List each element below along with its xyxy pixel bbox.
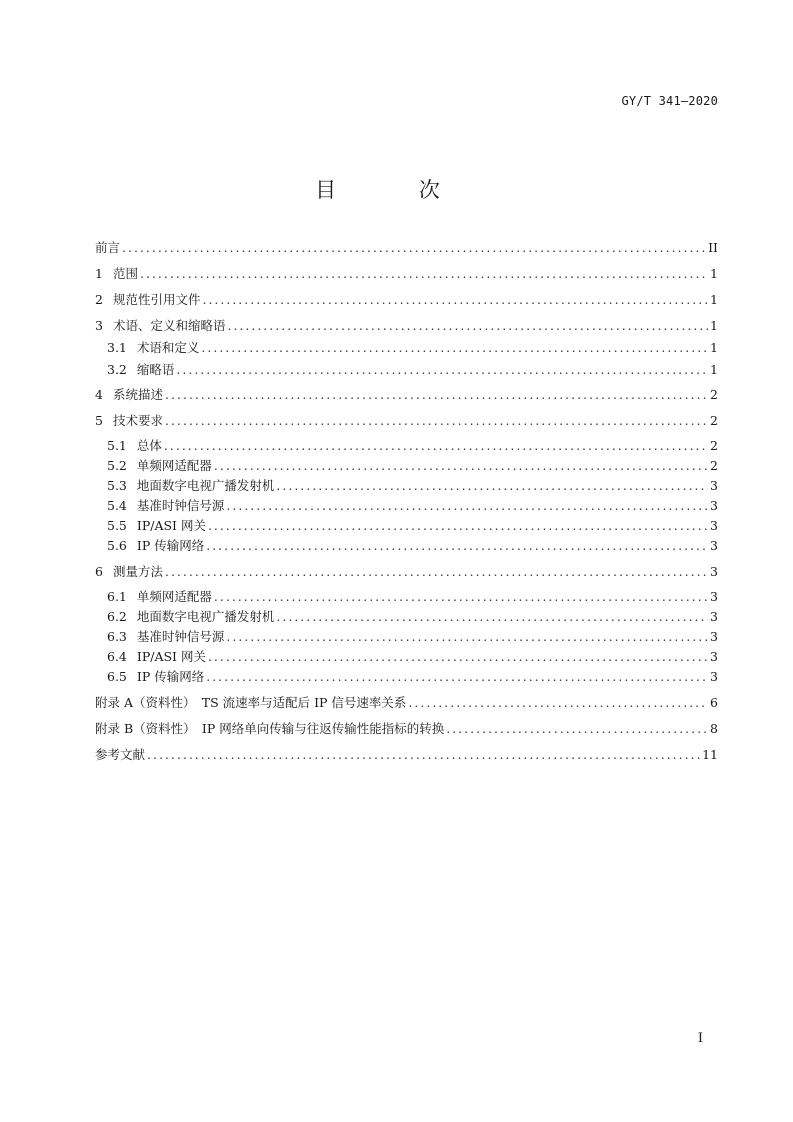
toc-entry-title: 附录 B（资料性） IP 网络单向传输与往返传输性能指标的转换: [95, 721, 445, 736]
toc-entry[interactable]: [95, 238, 718, 258]
toc-entry[interactable]: [95, 516, 718, 536]
toc-entry-title: 范围: [112, 266, 138, 281]
toc-entry[interactable]: [95, 496, 718, 516]
toc-entry-number: 4: [95, 387, 103, 402]
toc-leader-dots: [202, 290, 708, 310]
toc-entry-number: 6.4: [107, 649, 127, 664]
toc-entry-title: 参考文献: [95, 747, 146, 762]
toc-title: 目 次: [315, 178, 478, 202]
toc-entry-page: 1: [710, 266, 718, 281]
toc-entry-title: 基准时钟信号源: [136, 629, 225, 644]
toc-entry-page: 3: [710, 669, 718, 684]
toc-leader-dots: [214, 587, 708, 607]
toc-entry-number: 6: [95, 564, 103, 579]
toc-entry-title: 前言: [95, 240, 121, 255]
toc-leader-dots: [276, 607, 708, 627]
toc-entry[interactable]: [95, 607, 718, 627]
toc-leader-dots: [165, 385, 708, 405]
toc-leader-dots: [226, 627, 708, 647]
toc-entry-number: 6.2: [107, 609, 127, 624]
toc-entry-title: 地面数字电视广播发射机: [136, 478, 275, 493]
toc-leader-dots: [227, 316, 708, 336]
toc-entry-page: 1: [710, 292, 718, 307]
toc-entry-page: 3: [710, 498, 718, 513]
toc-entry-number: 5: [95, 413, 103, 428]
page-number: I: [697, 1031, 703, 1046]
toc-entry[interactable]: [95, 745, 718, 765]
toc-entry-number: 3: [95, 318, 103, 333]
toc-leader-dots: [147, 745, 700, 765]
toc-entry-title: 术语和定义: [136, 340, 200, 355]
toc-leader-dots: [208, 516, 708, 536]
toc-entry-page: 3: [710, 478, 718, 493]
toc-entry[interactable]: [95, 587, 718, 607]
toc-leader-dots: [201, 338, 708, 358]
toc-entry-page: 3: [710, 518, 718, 533]
toc-entry-page: 6: [710, 695, 718, 710]
toc-leader-dots: [122, 238, 706, 258]
toc-entry-number: 5.1: [107, 438, 127, 453]
toc-entry-title: 单频网适配器: [136, 589, 212, 604]
toc-leader-dots: [140, 264, 708, 284]
toc-entry-page: 8: [710, 721, 718, 736]
toc-entry[interactable]: [95, 667, 718, 687]
toc-entry-title: 缩略语: [136, 362, 175, 377]
toc-entry-number: 2: [95, 292, 103, 307]
toc-entry-title: 基准时钟信号源: [136, 498, 225, 513]
toc-entry[interactable]: [95, 290, 718, 310]
toc-entry[interactable]: [95, 338, 718, 358]
toc-entry-number: 6.3: [107, 629, 127, 644]
toc-entry[interactable]: [95, 360, 718, 380]
toc-entry-page: 2: [710, 413, 718, 428]
toc-leader-dots: [206, 536, 708, 556]
toc-entry-page: 2: [710, 387, 718, 402]
toc-entry[interactable]: [95, 385, 718, 405]
table-of-contents: [95, 238, 718, 765]
toc-leader-dots: [164, 436, 708, 456]
toc-leader-dots: [208, 647, 708, 667]
toc-entry[interactable]: [95, 411, 718, 431]
toc-entry-page: 3: [710, 649, 718, 664]
toc-entry-page: 2: [710, 458, 718, 473]
toc-entry-number: 5.3: [107, 478, 127, 493]
toc-leader-dots: [214, 456, 708, 476]
document-code: GY/T 341—2020: [621, 94, 718, 108]
toc-entry-number: 5.6: [107, 538, 127, 553]
toc-entry-title: IP/ASI 网关: [136, 649, 206, 664]
toc-entry-page: 2: [710, 438, 718, 453]
toc-entry-number: 6.5: [107, 669, 127, 684]
toc-entry-title: 测量方法: [112, 564, 163, 579]
toc-entry-title: 总体: [136, 438, 162, 453]
toc-entry-title: 地面数字电视广播发射机: [136, 609, 275, 624]
toc-entry-page: 1: [710, 340, 718, 355]
toc-entry-page: II: [708, 240, 718, 255]
toc-leader-dots: [165, 411, 708, 431]
toc-entry-page: 3: [710, 538, 718, 553]
toc-entry-page: 1: [710, 318, 718, 333]
toc-entry[interactable]: [95, 562, 718, 582]
toc-entry-title: 术语、定义和缩略语: [112, 318, 226, 333]
toc-leader-dots: [276, 476, 708, 496]
toc-leader-dots: [165, 562, 708, 582]
toc-entry[interactable]: [95, 536, 718, 556]
toc-entry[interactable]: [95, 476, 718, 496]
toc-entry[interactable]: [95, 693, 718, 713]
toc-entry-page: 3: [710, 629, 718, 644]
toc-entry[interactable]: [95, 316, 718, 336]
toc-entry-title: IP 传输网络: [136, 669, 205, 684]
toc-entry-page: 3: [710, 609, 718, 624]
toc-entry-title: 系统描述: [112, 387, 163, 402]
toc-entry-number: 3.1: [107, 340, 127, 355]
toc-leader-dots: [408, 693, 708, 713]
toc-entry-title: 单频网适配器: [136, 458, 212, 473]
toc-entry-number: 3.2: [107, 362, 127, 377]
toc-entry-title: 附录 A（资料性） TS 流速率与适配后 IP 信号速率关系: [95, 695, 407, 710]
toc-entry[interactable]: [95, 647, 718, 667]
toc-entry[interactable]: [95, 436, 718, 456]
toc-entry-page: 3: [710, 564, 718, 579]
toc-entry-title: IP/ASI 网关: [136, 518, 206, 533]
toc-entry-number: 1: [95, 266, 103, 281]
toc-leader-dots: [226, 496, 708, 516]
toc-entry-number: 5.2: [107, 458, 127, 473]
toc-leader-dots: [206, 667, 708, 687]
toc-entry-number: 5.5: [107, 518, 127, 533]
toc-entry-page: 3: [710, 589, 718, 604]
toc-entry[interactable]: [95, 264, 718, 284]
toc-entry-title: IP 传输网络: [136, 538, 205, 553]
toc-leader-dots: [446, 719, 708, 739]
toc-entry-number: 5.4: [107, 498, 127, 513]
toc-entry[interactable]: [95, 456, 718, 476]
toc-leader-dots: [176, 360, 708, 380]
toc-entry-title: 规范性引用文件: [112, 292, 201, 307]
toc-entry[interactable]: [95, 627, 718, 647]
toc-entry[interactable]: [95, 719, 718, 739]
toc-entry-title: 技术要求: [112, 413, 163, 428]
toc-entry-number: 6.1: [107, 589, 127, 604]
toc-entry-page: 1: [710, 362, 718, 377]
toc-entry-page: 11: [702, 747, 718, 762]
